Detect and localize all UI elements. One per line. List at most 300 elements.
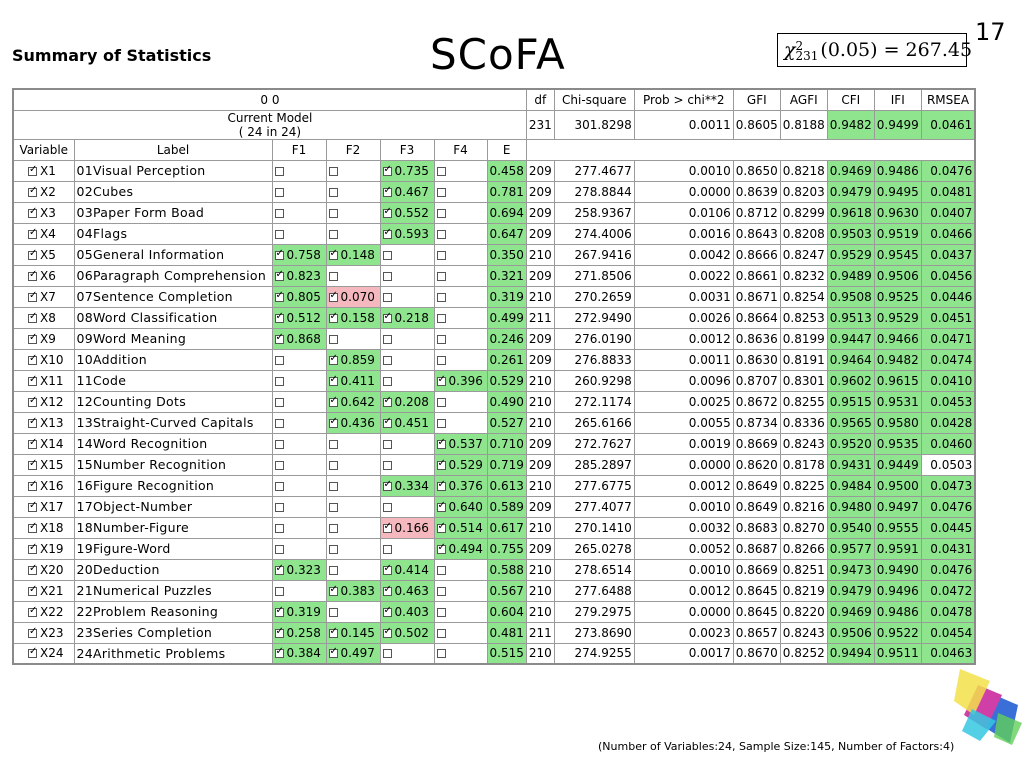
factor-checkbox[interactable] bbox=[329, 377, 338, 386]
agfi-value: 0.8299 bbox=[780, 202, 827, 223]
prob-value: 0.0010 bbox=[634, 160, 733, 181]
factor-checkbox[interactable] bbox=[275, 608, 284, 617]
factor-checkbox[interactable] bbox=[329, 419, 338, 428]
factor-f2-cell[interactable] bbox=[326, 601, 380, 622]
factor-f1-cell[interactable] bbox=[272, 433, 326, 454]
factor-f4-cell[interactable] bbox=[434, 412, 487, 433]
factor-checkbox[interactable] bbox=[437, 608, 446, 617]
factor-checkbox[interactable] bbox=[437, 545, 446, 554]
factor-f4-cell[interactable] bbox=[434, 370, 487, 391]
factor-checkbox[interactable] bbox=[329, 566, 338, 575]
factor-checkbox[interactable] bbox=[329, 230, 338, 239]
factor-f4-cell[interactable] bbox=[434, 391, 487, 412]
factor-f2-cell[interactable] bbox=[326, 622, 380, 643]
chi-square-value: 272.1174 bbox=[554, 391, 634, 412]
ifi-value: 0.9529 bbox=[874, 307, 921, 328]
prob-value: 0.0016 bbox=[634, 223, 733, 244]
factor-checkbox[interactable] bbox=[437, 649, 446, 658]
gfi-value: 0.8666 bbox=[733, 244, 780, 265]
variable-checkbox[interactable] bbox=[28, 587, 37, 596]
factor-checkbox[interactable] bbox=[437, 188, 446, 197]
factor-f2-cell[interactable] bbox=[326, 580, 380, 601]
variable-cell[interactable] bbox=[13, 559, 74, 580]
factor-f3-cell[interactable] bbox=[380, 391, 434, 412]
factor-f2-cell[interactable] bbox=[326, 433, 380, 454]
factor-checkbox[interactable] bbox=[437, 335, 446, 344]
factor-f3-cell[interactable] bbox=[380, 475, 434, 496]
cfi-value: 0.9479 bbox=[827, 181, 874, 202]
df-value: 209 bbox=[526, 328, 554, 349]
factor-checkbox[interactable] bbox=[437, 503, 446, 512]
factor-checkbox[interactable] bbox=[329, 356, 338, 365]
factor-f2-cell[interactable] bbox=[326, 265, 380, 286]
factor-checkbox[interactable] bbox=[329, 461, 338, 470]
factor-f4-cell[interactable] bbox=[434, 202, 487, 223]
factor-checkbox[interactable] bbox=[329, 649, 338, 658]
factor-f2-cell[interactable] bbox=[326, 559, 380, 580]
ifi-value: 0.9500 bbox=[874, 475, 921, 496]
factor-checkbox[interactable] bbox=[275, 482, 284, 491]
factor-checkbox[interactable] bbox=[383, 230, 392, 239]
variable-name: X21 bbox=[40, 583, 64, 598]
factor-checkbox[interactable] bbox=[383, 629, 392, 638]
factor-f1-cell[interactable] bbox=[272, 244, 326, 265]
factor-checkbox[interactable] bbox=[275, 230, 284, 239]
factor-checkbox[interactable] bbox=[437, 377, 446, 386]
variable-cell[interactable] bbox=[13, 265, 74, 286]
error-value: 0.604 bbox=[487, 601, 526, 622]
factor-f1-cell[interactable] bbox=[272, 307, 326, 328]
variable-cell[interactable] bbox=[13, 475, 74, 496]
header-rmsea: RMSEA bbox=[921, 89, 975, 110]
factor-f2-cell[interactable] bbox=[326, 475, 380, 496]
factor-checkbox[interactable] bbox=[275, 587, 284, 596]
factor-f2-cell[interactable] bbox=[326, 244, 380, 265]
factor-f4-cell[interactable] bbox=[434, 475, 487, 496]
factor-f1-cell[interactable] bbox=[272, 223, 326, 244]
variable-checkbox[interactable] bbox=[28, 251, 37, 260]
factor-f4-cell[interactable] bbox=[434, 181, 487, 202]
factor-f1-cell[interactable] bbox=[272, 580, 326, 601]
variable-label: 19Figure-Word bbox=[74, 538, 272, 559]
prob-value: 0.0010 bbox=[634, 496, 733, 517]
factor-loading: 0.537 bbox=[448, 436, 483, 451]
factor-f4-cell[interactable] bbox=[434, 496, 487, 517]
variable-cell[interactable] bbox=[13, 328, 74, 349]
variable-cell[interactable] bbox=[13, 391, 74, 412]
factor-f4-cell[interactable] bbox=[434, 643, 487, 664]
factor-checkbox[interactable] bbox=[329, 272, 338, 281]
factor-f1-cell[interactable] bbox=[272, 265, 326, 286]
factor-checkbox[interactable] bbox=[437, 566, 446, 575]
agfi-value: 0.8216 bbox=[780, 496, 827, 517]
cfi-value: 0.9508 bbox=[827, 286, 874, 307]
factor-f1-cell[interactable] bbox=[272, 622, 326, 643]
factor-checkbox[interactable] bbox=[383, 377, 392, 386]
factor-f4-cell[interactable] bbox=[434, 559, 487, 580]
variable-checkbox[interactable] bbox=[28, 629, 37, 638]
factor-f1-cell[interactable] bbox=[272, 370, 326, 391]
factor-checkbox[interactable] bbox=[383, 608, 392, 617]
variable-cell[interactable] bbox=[13, 181, 74, 202]
prob-value: 0.0025 bbox=[634, 391, 733, 412]
col-f4: F4 bbox=[434, 139, 487, 160]
factor-checkbox[interactable] bbox=[383, 272, 392, 281]
factor-f2-cell[interactable] bbox=[326, 286, 380, 307]
factor-checkbox[interactable] bbox=[383, 188, 392, 197]
variable-checkbox[interactable] bbox=[28, 398, 37, 407]
factor-checkbox[interactable] bbox=[383, 503, 392, 512]
error-value: 0.481 bbox=[487, 622, 526, 643]
variable-label: 04Flags bbox=[74, 223, 272, 244]
table-row bbox=[13, 391, 975, 412]
factor-checkbox[interactable] bbox=[329, 608, 338, 617]
factor-f2-cell[interactable] bbox=[326, 160, 380, 181]
factor-checkbox[interactable] bbox=[329, 524, 338, 533]
factor-checkbox[interactable] bbox=[329, 503, 338, 512]
variable-cell[interactable] bbox=[13, 517, 74, 538]
variable-checkbox[interactable] bbox=[28, 524, 37, 533]
cfi-value: 0.9565 bbox=[827, 412, 874, 433]
factor-checkbox[interactable] bbox=[329, 335, 338, 344]
factor-checkbox[interactable] bbox=[275, 419, 284, 428]
factor-f2-cell[interactable] bbox=[326, 223, 380, 244]
factor-checkbox[interactable] bbox=[383, 461, 392, 470]
variable-name: X23 bbox=[40, 625, 64, 640]
factor-checkbox[interactable] bbox=[275, 188, 284, 197]
variable-checkbox[interactable] bbox=[28, 272, 37, 281]
factor-f3-cell[interactable] bbox=[380, 244, 434, 265]
variable-checkbox[interactable] bbox=[28, 188, 37, 197]
factor-f1-cell[interactable] bbox=[272, 517, 326, 538]
factor-f2-cell[interactable] bbox=[326, 517, 380, 538]
variable-checkbox[interactable] bbox=[28, 167, 37, 176]
factor-f2-cell[interactable] bbox=[326, 496, 380, 517]
factor-f1-cell[interactable] bbox=[272, 202, 326, 223]
gfi-value: 0.8657 bbox=[733, 622, 780, 643]
factor-f1-cell[interactable] bbox=[272, 160, 326, 181]
factor-f1-cell[interactable] bbox=[272, 538, 326, 559]
factor-f3-cell[interactable] bbox=[380, 412, 434, 433]
gfi-value: 0.8707 bbox=[733, 370, 780, 391]
factor-checkbox[interactable] bbox=[329, 440, 338, 449]
factor-checkbox[interactable] bbox=[329, 629, 338, 638]
factor-checkbox[interactable] bbox=[437, 398, 446, 407]
variable-checkbox[interactable] bbox=[28, 461, 37, 470]
cfi-value: 0.9484 bbox=[827, 475, 874, 496]
factor-f2-cell[interactable] bbox=[326, 307, 380, 328]
factor-checkbox[interactable] bbox=[275, 167, 284, 176]
factor-f1-cell[interactable] bbox=[272, 454, 326, 475]
variable-checkbox[interactable] bbox=[28, 545, 37, 554]
variable-cell[interactable] bbox=[13, 223, 74, 244]
current-model-ifi: 0.9499 bbox=[874, 110, 921, 139]
variable-cell[interactable] bbox=[13, 643, 74, 664]
factor-checkbox[interactable] bbox=[275, 251, 284, 260]
factor-checkbox[interactable] bbox=[437, 167, 446, 176]
variable-checkbox[interactable] bbox=[28, 314, 37, 323]
df-value: 211 bbox=[526, 622, 554, 643]
cfi-value: 0.9447 bbox=[827, 328, 874, 349]
cfi-value: 0.9480 bbox=[827, 496, 874, 517]
factor-f4-cell[interactable] bbox=[434, 160, 487, 181]
factor-f4-cell[interactable] bbox=[434, 622, 487, 643]
variable-cell[interactable] bbox=[13, 538, 74, 559]
chi-square-formula bbox=[777, 33, 973, 67]
factor-f2-cell[interactable] bbox=[326, 349, 380, 370]
factor-f4-cell[interactable] bbox=[434, 349, 487, 370]
factor-checkbox[interactable] bbox=[275, 440, 284, 449]
factor-checkbox[interactable] bbox=[275, 377, 284, 386]
factor-checkbox[interactable] bbox=[383, 566, 392, 575]
factor-checkbox[interactable] bbox=[383, 587, 392, 596]
factor-f3-cell[interactable] bbox=[380, 517, 434, 538]
factor-checkbox[interactable] bbox=[275, 545, 284, 554]
prob-value: 0.0026 bbox=[634, 307, 733, 328]
variable-name: X13 bbox=[40, 415, 64, 430]
factor-f4-cell[interactable] bbox=[434, 223, 487, 244]
factor-checkbox[interactable] bbox=[437, 587, 446, 596]
factor-checkbox[interactable] bbox=[275, 649, 284, 658]
factor-checkbox[interactable] bbox=[275, 293, 284, 302]
factor-f2-cell[interactable] bbox=[326, 370, 380, 391]
factor-f1-cell[interactable] bbox=[272, 559, 326, 580]
factor-f1-cell[interactable] bbox=[272, 643, 326, 664]
variable-checkbox[interactable] bbox=[28, 230, 37, 239]
factor-checkbox[interactable] bbox=[383, 524, 392, 533]
factor-checkbox[interactable] bbox=[329, 587, 338, 596]
variable-checkbox[interactable] bbox=[28, 503, 37, 512]
factor-checkbox[interactable] bbox=[383, 293, 392, 302]
factor-checkbox[interactable] bbox=[275, 335, 284, 344]
variable-cell[interactable] bbox=[13, 433, 74, 454]
error-value: 0.781 bbox=[487, 181, 526, 202]
factor-checkbox[interactable] bbox=[275, 356, 284, 365]
factor-checkbox[interactable] bbox=[275, 461, 284, 470]
factor-f3-cell[interactable] bbox=[380, 622, 434, 643]
ifi-value: 0.9545 bbox=[874, 244, 921, 265]
variable-cell[interactable] bbox=[13, 580, 74, 601]
variable-cell[interactable] bbox=[13, 412, 74, 433]
variable-checkbox[interactable] bbox=[28, 209, 37, 218]
factor-checkbox[interactable] bbox=[437, 272, 446, 281]
variable-cell[interactable] bbox=[13, 622, 74, 643]
variable-checkbox[interactable] bbox=[28, 440, 37, 449]
factor-f3-cell[interactable] bbox=[380, 349, 434, 370]
factor-checkbox[interactable] bbox=[383, 649, 392, 658]
factor-f4-cell[interactable] bbox=[434, 328, 487, 349]
factor-checkbox[interactable] bbox=[275, 524, 284, 533]
factor-checkbox[interactable] bbox=[329, 293, 338, 302]
factor-checkbox[interactable] bbox=[383, 398, 392, 407]
factor-f3-cell[interactable] bbox=[380, 496, 434, 517]
factor-f3-cell[interactable] bbox=[380, 202, 434, 223]
variable-cell[interactable] bbox=[13, 349, 74, 370]
chi-square-value: 276.0190 bbox=[554, 328, 634, 349]
factor-checkbox[interactable] bbox=[437, 461, 446, 470]
factor-checkbox[interactable] bbox=[437, 293, 446, 302]
factor-checkbox[interactable] bbox=[275, 566, 284, 575]
variable-name: X8 bbox=[40, 310, 56, 325]
factor-f4-cell[interactable] bbox=[434, 454, 487, 475]
factor-f4-cell[interactable] bbox=[434, 601, 487, 622]
factor-checkbox[interactable] bbox=[437, 314, 446, 323]
factor-f3-cell[interactable] bbox=[380, 643, 434, 664]
factor-f4-cell[interactable] bbox=[434, 286, 487, 307]
factor-f2-cell[interactable] bbox=[326, 643, 380, 664]
factor-f3-cell[interactable] bbox=[380, 370, 434, 391]
df-value: 209 bbox=[526, 538, 554, 559]
chi-square-value: 274.9255 bbox=[554, 643, 634, 664]
factor-f4-cell[interactable] bbox=[434, 244, 487, 265]
factor-f1-cell[interactable] bbox=[272, 496, 326, 517]
variable-checkbox[interactable] bbox=[28, 566, 37, 575]
factor-checkbox[interactable] bbox=[329, 314, 338, 323]
factor-f3-cell[interactable] bbox=[380, 265, 434, 286]
factor-f3-cell[interactable] bbox=[380, 538, 434, 559]
factor-f3-cell[interactable] bbox=[380, 580, 434, 601]
factor-f3-cell[interactable] bbox=[380, 160, 434, 181]
variable-label: 23Series Completion bbox=[74, 622, 272, 643]
ifi-value: 0.9490 bbox=[874, 559, 921, 580]
prob-value: 0.0012 bbox=[634, 580, 733, 601]
variable-cell[interactable] bbox=[13, 160, 74, 181]
factor-f4-cell[interactable] bbox=[434, 433, 487, 454]
factor-f1-cell[interactable] bbox=[272, 349, 326, 370]
factor-f2-cell[interactable] bbox=[326, 538, 380, 559]
factor-f3-cell[interactable] bbox=[380, 328, 434, 349]
factor-f3-cell[interactable] bbox=[380, 181, 434, 202]
variable-checkbox[interactable] bbox=[28, 293, 37, 302]
error-value: 0.694 bbox=[487, 202, 526, 223]
factor-checkbox[interactable] bbox=[329, 167, 338, 176]
factor-f1-cell[interactable] bbox=[272, 391, 326, 412]
variable-checkbox[interactable] bbox=[28, 482, 37, 491]
factor-f3-cell[interactable] bbox=[380, 559, 434, 580]
factor-f1-cell[interactable] bbox=[272, 601, 326, 622]
factor-checkbox[interactable] bbox=[437, 230, 446, 239]
rmsea-value: 0.0463 bbox=[921, 643, 975, 664]
factor-checkbox[interactable] bbox=[383, 251, 392, 260]
factor-f2-cell[interactable] bbox=[326, 454, 380, 475]
factor-checkbox[interactable] bbox=[383, 482, 392, 491]
factor-checkbox[interactable] bbox=[383, 545, 392, 554]
factor-checkbox[interactable] bbox=[437, 629, 446, 638]
factor-f1-cell[interactable] bbox=[272, 286, 326, 307]
factor-checkbox[interactable] bbox=[383, 209, 392, 218]
factor-checkbox[interactable] bbox=[383, 314, 392, 323]
factor-f1-cell[interactable] bbox=[272, 181, 326, 202]
factor-f3-cell[interactable] bbox=[380, 307, 434, 328]
variable-checkbox[interactable] bbox=[28, 608, 37, 617]
variable-cell[interactable] bbox=[13, 601, 74, 622]
factor-f1-cell[interactable] bbox=[272, 328, 326, 349]
factor-f2-cell[interactable] bbox=[326, 328, 380, 349]
ifi-value: 0.9525 bbox=[874, 286, 921, 307]
error-value: 0.499 bbox=[487, 307, 526, 328]
variable-checkbox[interactable] bbox=[28, 356, 37, 365]
variable-checkbox[interactable] bbox=[28, 377, 37, 386]
variable-label: 13Straight-Curved Capitals bbox=[74, 412, 272, 433]
variable-checkbox[interactable] bbox=[28, 335, 37, 344]
variable-checkbox[interactable] bbox=[28, 419, 37, 428]
variable-cell[interactable] bbox=[13, 370, 74, 391]
factor-f2-cell[interactable] bbox=[326, 412, 380, 433]
factor-checkbox[interactable] bbox=[329, 209, 338, 218]
df-value: 209 bbox=[526, 496, 554, 517]
factor-f4-cell[interactable] bbox=[434, 538, 487, 559]
factor-f4-cell[interactable] bbox=[434, 517, 487, 538]
factor-checkbox[interactable] bbox=[275, 209, 284, 218]
factor-checkbox[interactable] bbox=[437, 482, 446, 491]
factor-checkbox[interactable] bbox=[329, 398, 338, 407]
prob-value: 0.0052 bbox=[634, 538, 733, 559]
factor-f3-cell[interactable] bbox=[380, 286, 434, 307]
factor-checkbox[interactable] bbox=[437, 524, 446, 533]
variable-cell[interactable] bbox=[13, 454, 74, 475]
factor-checkbox[interactable] bbox=[437, 440, 446, 449]
factor-f1-cell[interactable] bbox=[272, 412, 326, 433]
factor-checkbox[interactable] bbox=[383, 419, 392, 428]
factor-f3-cell[interactable] bbox=[380, 601, 434, 622]
factor-checkbox[interactable] bbox=[329, 188, 338, 197]
factor-checkbox[interactable] bbox=[329, 482, 338, 491]
factor-checkbox[interactable] bbox=[383, 440, 392, 449]
variable-cell[interactable] bbox=[13, 286, 74, 307]
factor-f4-cell[interactable] bbox=[434, 580, 487, 601]
rmsea-value: 0.0472 bbox=[921, 580, 975, 601]
factor-f2-cell[interactable] bbox=[326, 181, 380, 202]
factor-checkbox[interactable] bbox=[329, 251, 338, 260]
factor-checkbox[interactable] bbox=[437, 419, 446, 428]
factor-checkbox[interactable] bbox=[437, 251, 446, 260]
factor-f2-cell[interactable] bbox=[326, 202, 380, 223]
factor-f2-cell[interactable] bbox=[326, 391, 380, 412]
factor-checkbox[interactable] bbox=[383, 335, 392, 344]
cfi-value: 0.9489 bbox=[827, 265, 874, 286]
factor-checkbox[interactable] bbox=[275, 503, 284, 512]
factor-f1-cell[interactable] bbox=[272, 475, 326, 496]
factor-checkbox[interactable] bbox=[383, 167, 392, 176]
col-f1: F1 bbox=[272, 139, 326, 160]
table-row bbox=[13, 643, 975, 664]
factor-checkbox[interactable] bbox=[437, 356, 446, 365]
factor-f3-cell[interactable] bbox=[380, 454, 434, 475]
factor-checkbox[interactable] bbox=[329, 545, 338, 554]
factor-checkbox[interactable] bbox=[437, 209, 446, 218]
variable-cell[interactable] bbox=[13, 307, 74, 328]
factor-checkbox[interactable] bbox=[275, 629, 284, 638]
factor-checkbox[interactable] bbox=[275, 272, 284, 281]
variable-cell[interactable] bbox=[13, 496, 74, 517]
chi-square-value: 272.7627 bbox=[554, 433, 634, 454]
variable-checkbox[interactable] bbox=[28, 649, 37, 658]
agfi-value: 0.8191 bbox=[780, 349, 827, 370]
factor-f4-cell[interactable] bbox=[434, 265, 487, 286]
factor-checkbox[interactable] bbox=[383, 356, 392, 365]
current-model-rmsea: 0.0461 bbox=[921, 110, 975, 139]
chi-square-value: 270.2659 bbox=[554, 286, 634, 307]
factor-checkbox[interactable] bbox=[275, 398, 284, 407]
agfi-value: 0.8336 bbox=[780, 412, 827, 433]
col-f2: F2 bbox=[326, 139, 380, 160]
factor-f3-cell[interactable] bbox=[380, 433, 434, 454]
variable-cell[interactable] bbox=[13, 244, 74, 265]
factor-checkbox[interactable] bbox=[275, 314, 284, 323]
factor-f3-cell[interactable] bbox=[380, 223, 434, 244]
factor-f4-cell[interactable] bbox=[434, 307, 487, 328]
variable-cell[interactable] bbox=[13, 202, 74, 223]
